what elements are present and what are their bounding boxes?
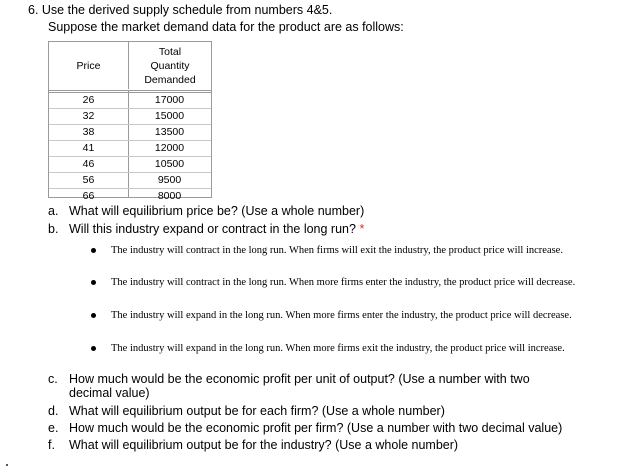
- answer-option-2[interactable]: [91, 277, 631, 290]
- table-row: [49, 93, 211, 109]
- quantity-cell: 8000: [157, 190, 182, 202]
- question-e: [48, 421, 562, 435]
- question-6-heading: 6. Use the derived supply schedule from numbers 4&5.: [28, 3, 333, 17]
- part-letter: f.: [48, 438, 55, 452]
- answer-option-4[interactable]: [91, 343, 631, 356]
- question-f-text: What will equilibrium output be for the industry? (Use a whole number): [69, 438, 459, 452]
- question-b-text: Will this industry expand or contract in the long run?: [69, 222, 356, 236]
- answer-option-3[interactable]: [91, 310, 631, 323]
- header-quantity: [129, 42, 211, 89]
- answer-option-1[interactable]: [91, 245, 631, 258]
- demand-table: [48, 41, 212, 202]
- question-e-text: How much would be the economic profit per firm? (Use a number with two decimal value): [69, 421, 563, 435]
- option-text: The industry will expand in the long run. When more firms enter the industry, the product price will decrease.: [111, 310, 572, 321]
- question-c: [48, 372, 530, 386]
- header-qty-line-2: Quantity: [150, 59, 190, 72]
- part-letter: d.: [48, 404, 59, 418]
- quantity-cell: 17000: [154, 94, 185, 106]
- table-row: [49, 157, 211, 173]
- question-c-continuation: decimal value): [69, 386, 150, 400]
- question-a: [48, 204, 364, 218]
- price-cell: 38: [82, 126, 95, 138]
- quantity-cell: 10500: [154, 158, 185, 170]
- question-b: [48, 222, 364, 236]
- question-a-text: What will equilibrium price be? (Use a whole number): [69, 204, 365, 218]
- header-qty-line-3: Demanded: [144, 73, 196, 86]
- quantity-cell: 9500: [157, 174, 182, 186]
- question-c-text: How much would be the economic profit per unit of output? (Use a number with two: [69, 372, 530, 386]
- intro-text: Suppose the market demand data for the product are as follows:: [48, 20, 404, 34]
- price-cell: 26: [82, 94, 95, 106]
- part-letter: c.: [48, 372, 58, 386]
- price-cell: 32: [82, 110, 95, 122]
- quantity-cell: 15000: [154, 110, 185, 122]
- part-letter: a.: [48, 204, 59, 218]
- table-row: [49, 109, 211, 125]
- quantity-cell: 13500: [154, 126, 185, 138]
- required-asterisk: *: [359, 222, 365, 236]
- part-letter: b.: [48, 222, 59, 236]
- option-text: The industry will contract in the long run. When more firms enter the industry, the product price will decrease.: [111, 277, 576, 288]
- question-d-text: What will equilibrium output be for each firm? (Use a whole number): [69, 404, 445, 418]
- question-f: [48, 438, 458, 452]
- question-d: [48, 404, 445, 418]
- table-row: [49, 189, 211, 204]
- option-text: The industry will contract in the long run. When firms will exit the industry, the product price will increase.: [111, 245, 563, 256]
- quantity-cell: 12000: [154, 142, 185, 154]
- header-qty-line-1: Total: [158, 45, 182, 58]
- option-text: The industry will expand in the long run. When more firms exit the industry, the product price will increase.: [111, 343, 565, 354]
- stray-dot: [6, 464, 8, 466]
- header-divider: [49, 90, 211, 91]
- table-row: [49, 173, 211, 189]
- price-cell: 56: [82, 174, 95, 186]
- header-price: Price: [49, 42, 129, 89]
- price-cell: 41: [82, 142, 95, 154]
- table-row: [49, 141, 211, 157]
- price-cell: 66: [82, 190, 95, 202]
- price-cell: 46: [82, 158, 95, 170]
- part-letter: e.: [48, 421, 59, 435]
- table-row: [49, 125, 211, 141]
